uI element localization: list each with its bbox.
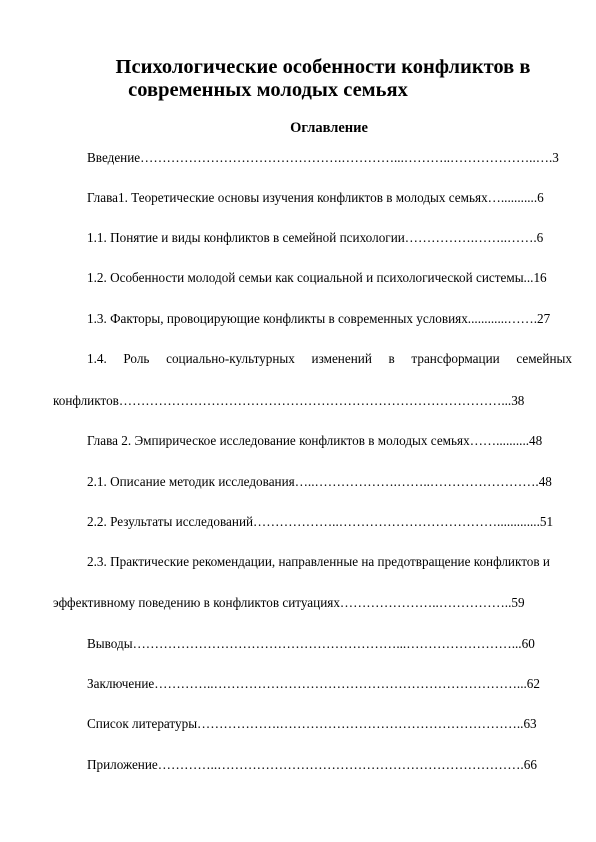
toc-entry-introduction: Введение……………………………………….…………...………..………………..….3 (87, 150, 559, 165)
toc-word: социально-культурных (166, 351, 295, 366)
toc-entry-2-3-continuation: эффективному поведению в конфликтов ситуациях…………………..……………..59 (53, 595, 525, 610)
toc-entry-conclusions: Выводы……………………………………………………...……………………...60 (87, 636, 535, 651)
toc-entry-chapter-2: Глава 2. Эмпирическое исследование конфликтов в молодых семьях……..........48 (87, 433, 543, 448)
toc-entry-1-4-first-line (87, 351, 572, 367)
toc-entry-1-4-continuation: конфликтов……………………………………………………………………………...38 (53, 393, 525, 408)
toc-word: Роль (123, 351, 150, 366)
toc-entry-appendix: Приложение…………..…………………………………………………………….66 (87, 757, 537, 772)
toc-entry-1-3: 1.3. Факторы, провоцирующие конфликты в современных условиях............…….27 (87, 311, 551, 326)
toc-entry-1-2: 1.2. Особенности молодой семьи как социальной и психологической системы...16 (87, 270, 547, 285)
toc-entry-2-3-first-line: 2.3. Практические рекомендации, направленные на предотвращение конфликтов и (87, 554, 550, 569)
toc-heading: Оглавление (290, 120, 368, 136)
toc-word: трансформации (411, 351, 500, 366)
toc-entry-references: Список литературы……………….………………………………………………..63 (87, 716, 537, 731)
toc-word: в (388, 351, 395, 366)
document-title-line-1: Психологические особенности конфликтов в (115, 56, 531, 78)
toc-entry-chapter-1: Глава1. Теоретические основы изучения конфликтов в молодых семьях…...........6 (87, 190, 544, 205)
toc-word: изменений (311, 351, 372, 366)
toc-word: семейных (516, 351, 572, 366)
toc-entry-2-2: 2.2. Результаты исследований………………..……………………………….............51 (87, 514, 554, 529)
toc-entry-2-1: 2.1. Описание методик исследования…..……………….……..…………………….48 (87, 474, 552, 489)
document-title-line-2: современных молодых семьях (128, 79, 408, 101)
toc-entry-conclusion: Заключение…………..……………………………………………………………...62 (87, 676, 540, 691)
toc-word: 1.4. (87, 351, 107, 366)
toc-entry-1-1: 1.1. Понятие и виды конфликтов в семейной психологии…………….……..…….6 (87, 230, 544, 245)
